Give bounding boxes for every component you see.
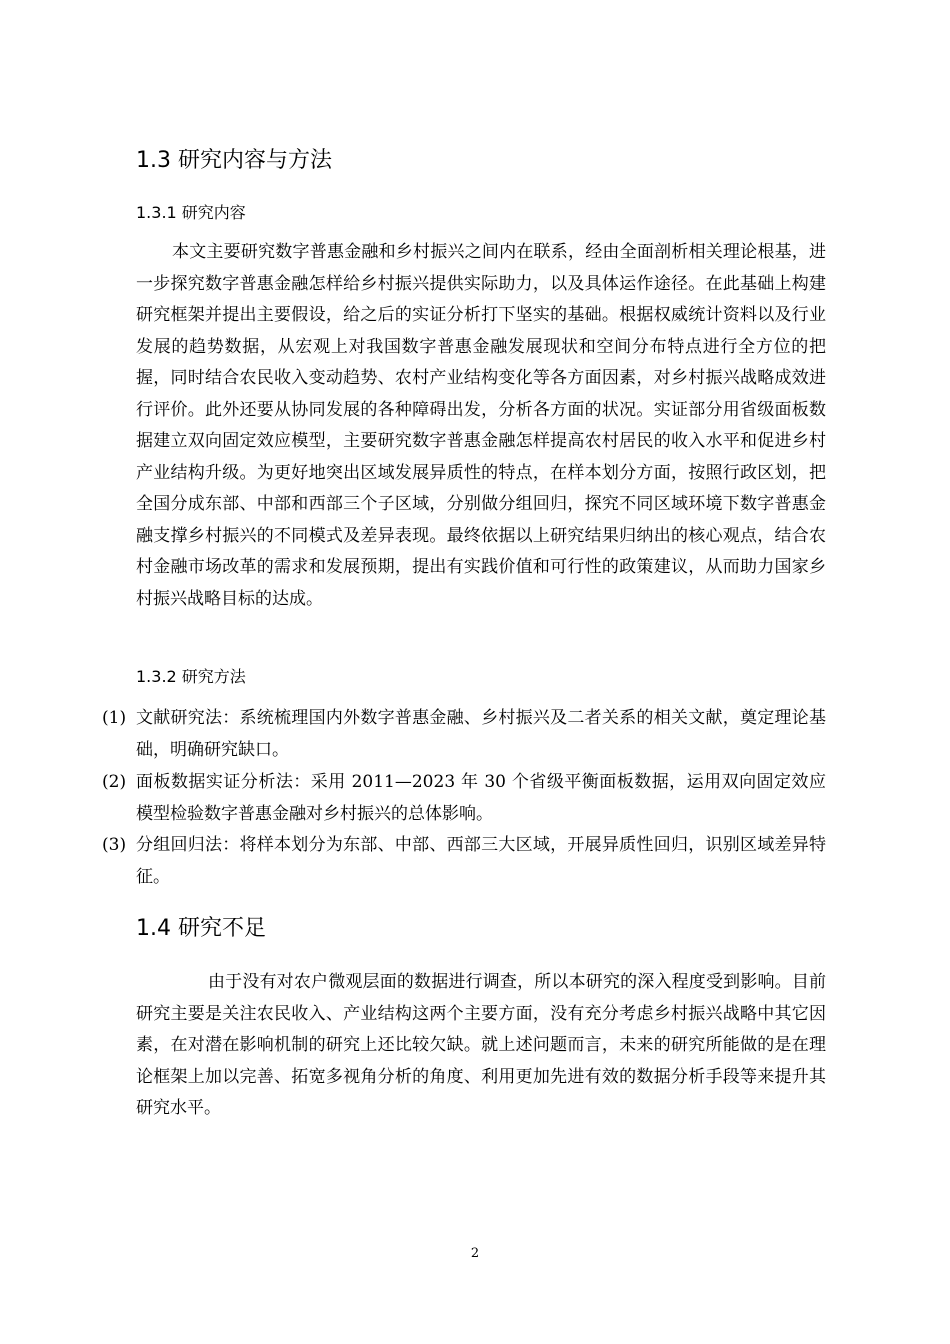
list-item-text: 面板数据实证分析法：采用 2011—2023 年 30 个省级平衡面板数据，运用双向固定效应模型检验数字普惠金融对乡村振兴的总体影响。: [136, 772, 826, 824]
list-item-text: 文献研究法：系统梳理国内外数字普惠金融、乡村振兴及二者关系的相关文献，奠定理论基础，明确研究缺口。: [136, 708, 826, 760]
limitations-paragraph: 由于没有对农户微观层面的数据进行调查，所以本研究的深入程度受到影响。目前研究主要是关注农民收入、产业结构这两个主要方面，没有充分考虑乡村振兴战略中其它因素，在对潜在影响机制的研究上还比较欠缺。就上述问题而言，未来的研究所能做的是在理论框架上加以完善、拓宽多视角分析的角度、利用更加先进有效的数据分析手段等来提升其研究水平。: [136, 972, 826, 1118]
research-content-paragraph: 本文主要研究数字普惠金融和乡村振兴之间内在联系，经由全面剖析相关理论根基，进一步探究数字普惠金融怎样给乡村振兴提供实际助力，以及具体运作途径。在此基础上构建研究框架并提出主要假设，给之后的实证分析打下坚实的基础。根据权威统计资料以及行业发展的趋势数据，从宏观上对我国数字普惠金融发展现状和空间分布特点进行全方位的把握，同时结合农民收入变动趋势、农村产业结构变化等各方面因素，对乡村振兴战略成效进行评价。此外还要从协同发展的各种障碍出发，分析各方面的状况。实证部分用省级面板数据建立双向固定效应模型，主要研究数字普惠金融怎样提高农村居民的收入水平和促进乡村产业结构升级。为更好地突出区域发展异质性的特点，在样本划分方面，按照行政区划，把全国分成东部、中部和西部三个子区域，分别做分组回归，探究不同区域环境下数字普惠金融支撑乡村振兴的不同模式及差异表现。最终依据以上研究结果归纳出的核心观点，结合农村金融市场改革的需求和发展预期，提出有实践价值和可行性的政策建议，从而助力国家乡村振兴战略目标的达成。: [136, 242, 826, 609]
page-number: 2: [470, 1246, 480, 1261]
section-heading-1-3: 1.3 研究内容与方法: [136, 148, 332, 173]
list-marker: (3): [102, 835, 127, 855]
subsection-heading-1-3-2: 1.3.2 研究方法: [136, 667, 246, 686]
subsection-heading-1-3-1: 1.3.1 研究内容: [136, 203, 246, 222]
section-heading-1-4: 1.4 研究不足: [136, 916, 266, 941]
list-marker: (2): [102, 772, 127, 792]
list-marker: (1): [102, 708, 127, 728]
list-item-text: 分组回归法：将样本划分为东部、中部、西部三大区域，开展异质性回归，识别区域差异特征。: [136, 835, 826, 887]
